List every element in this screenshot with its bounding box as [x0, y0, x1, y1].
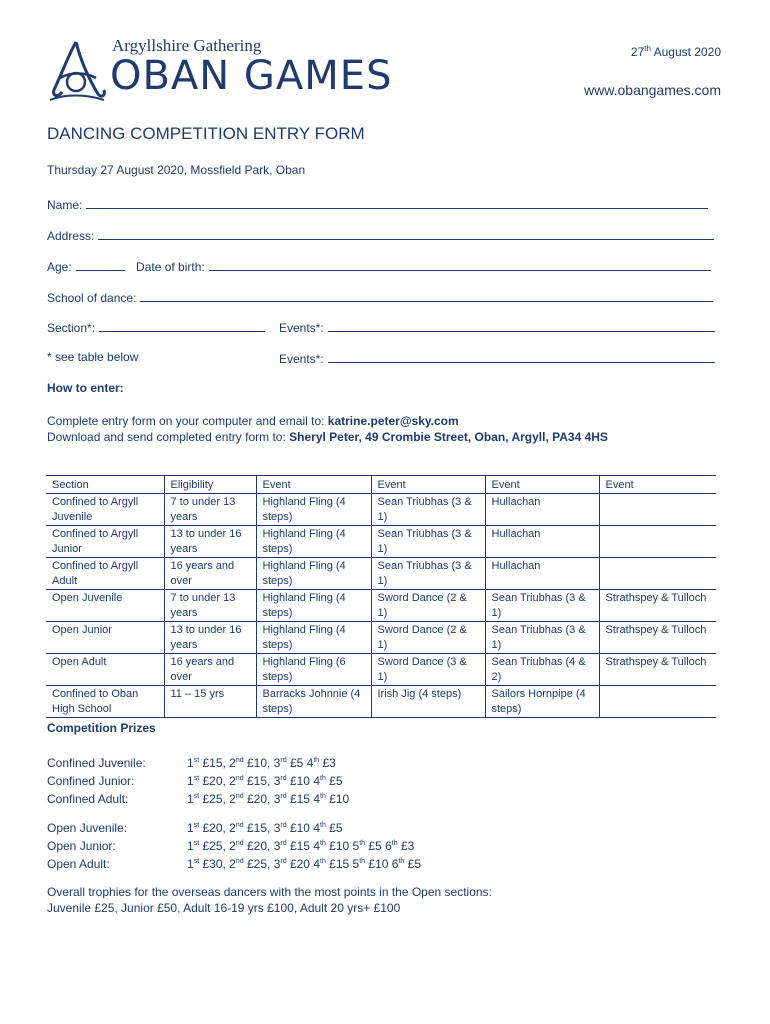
prize-amount: £10: [325, 839, 353, 853]
prize-line: [47, 854, 421, 872]
prize-label: Confined Juvenile:: [47, 756, 146, 770]
table-cell: Confined to Oban High School: [46, 686, 164, 718]
table-header: Event: [599, 476, 716, 494]
table-cell: 16 years and over: [164, 558, 256, 590]
section-events-row: [47, 319, 265, 335]
prize-label: Confined Junior:: [47, 774, 135, 788]
age-field[interactable]: [76, 258, 125, 271]
post-instruction: Download and send completed entry form to:: [47, 430, 290, 444]
prize-amount: £10,: [243, 756, 274, 770]
how-to-enter-post-line: [47, 430, 608, 444]
prize-place: 2: [229, 774, 236, 788]
see-table-note: * see table below: [47, 350, 139, 364]
table-cell: Strathspey & Tulloch: [599, 590, 716, 622]
prize-label: Open Juvenile:: [47, 821, 128, 835]
prize-place-suffix: th: [359, 840, 366, 847]
age-dob-row: [47, 258, 711, 274]
events-label: Events*:: [279, 321, 324, 335]
table-cell: Highland Fling (4 steps): [256, 526, 371, 558]
prize-amount: £20,: [199, 821, 230, 835]
prize-label: Confined Adult:: [47, 792, 129, 806]
table-cell: Sean Triubhas (3 & 1): [485, 622, 599, 654]
prize-label: Open Junior:: [47, 839, 116, 853]
prize-place-suffix: rd: [280, 858, 287, 865]
table-cell: Highland Fling (4 steps): [256, 494, 371, 526]
table-cell: 11 – 15 yrs: [164, 686, 256, 718]
prize-place-suffix: nd: [235, 822, 244, 829]
table-cell: Sword Dance (2 & 1): [371, 590, 485, 622]
table-cell: Sailors Hornpipe (4 steps): [485, 686, 599, 718]
name-field[interactable]: [86, 196, 708, 209]
prize-place-suffix: th: [320, 840, 326, 847]
prize-place: 3: [273, 857, 281, 871]
form-title: DANCING COMPETITION ENTRY FORM: [47, 124, 365, 143]
table-cell: Hullachan: [485, 526, 599, 558]
prize-place: 3: [273, 839, 281, 853]
table-row: [46, 558, 716, 590]
table-cell: 13 to under 16 years: [164, 526, 256, 558]
table-cell: 7 to under 13 years: [164, 494, 256, 526]
prize-amount: £5: [325, 774, 343, 788]
address-label: Address:: [47, 229, 95, 243]
email-instruction: Complete entry form on your computer and email to:: [47, 414, 328, 428]
prize-place-suffix: rd: [280, 793, 287, 800]
prize-amount: £15,: [199, 756, 230, 770]
prize-amount: £20: [286, 857, 314, 871]
prize-amount: £15: [325, 857, 353, 871]
prize-place: 3: [273, 774, 281, 788]
table-header: Event: [485, 476, 599, 494]
prize-place: 4: [313, 774, 320, 788]
prize-place: 5: [352, 839, 360, 853]
prize-place: 1: [187, 857, 194, 871]
prize-amount: £10: [365, 857, 392, 871]
prize-place: 2: [229, 821, 236, 835]
prize-amount: £15,: [243, 774, 274, 788]
age-label: Age:: [47, 260, 72, 274]
table-cell: [599, 494, 716, 526]
prize-place: 1: [187, 792, 194, 806]
prize-place: 6: [385, 839, 392, 853]
table-row: [46, 654, 716, 686]
table-cell: Hullachan: [485, 558, 599, 590]
event-details: Thursday 27 August 2020, Mossfield Park, Oban: [47, 163, 306, 177]
table-cell: Confined to Argyll Junior: [46, 526, 164, 558]
prize-amount: £10: [286, 774, 314, 788]
prizes-heading: Competition Prizes: [47, 721, 156, 735]
postal-address: Sheryl Peter, 49 Crombie Street, Oban, Argyll, PA34 4HS: [289, 430, 608, 444]
prize-amount: £10: [286, 821, 314, 835]
table-cell: Highland Fling (4 steps): [256, 558, 371, 590]
prize-place-suffix: rd: [280, 775, 287, 782]
prize-amount: £15: [286, 792, 314, 806]
table-cell: Open Junior: [46, 622, 164, 654]
prize-place: 2: [229, 839, 236, 853]
table-cell: Highland Fling (6 steps): [256, 654, 371, 686]
prize-place: 5: [352, 857, 360, 871]
prize-line: [47, 818, 421, 836]
prize-place-suffix: nd: [235, 775, 244, 782]
prize-line: [47, 771, 349, 789]
prize-amount: £5: [286, 756, 307, 770]
prize-amount: £5: [365, 839, 386, 853]
events-field-row-2: [279, 350, 715, 366]
prize-place-suffix: th: [320, 858, 326, 865]
prize-place: 4: [306, 756, 314, 770]
dob-field[interactable]: [209, 258, 711, 271]
table-cell: Strathspey & Tulloch: [599, 622, 716, 654]
table-cell: 16 years and over: [164, 654, 256, 686]
prize-place: 4: [313, 792, 320, 806]
table-cell: [599, 526, 716, 558]
prize-amount: £10: [325, 792, 350, 806]
events-field-row-1: [279, 319, 715, 335]
prize-amount: £3: [397, 839, 415, 853]
events-field-1[interactable]: [328, 319, 715, 332]
events-label-2: Events*:: [279, 352, 324, 366]
table-cell: Open Adult: [46, 654, 164, 686]
trophies-line-2: Juvenile £25, Junior £50, Adult 16-19 yrs £100, Adult 20 yrs+ £100: [47, 901, 401, 915]
how-to-enter-email-line: [47, 414, 459, 428]
prize-place: 4: [313, 821, 320, 835]
prize-amount: £25,: [199, 792, 230, 806]
how-to-enter-heading: How to enter:: [47, 381, 124, 395]
table-row: [46, 526, 716, 558]
prize-place-suffix: nd: [235, 757, 244, 764]
prize-place: 4: [313, 857, 320, 871]
table-cell: Hullachan: [485, 494, 599, 526]
prize-amount: £5: [404, 857, 421, 871]
prize-place-suffix: st: [193, 757, 200, 764]
prize-place: 1: [187, 821, 194, 835]
table-cell: Irish Jig (4 steps): [371, 686, 485, 718]
prize-place-suffix: th: [313, 757, 320, 764]
name-label: Name:: [47, 198, 83, 212]
prize-place-suffix: rd: [280, 822, 287, 829]
prize-place-suffix: th: [391, 840, 398, 847]
school-field-row: [47, 289, 713, 305]
prize-line: [47, 753, 349, 771]
table-cell: Sword Dance (3 & 1): [371, 654, 485, 686]
table-cell: Confined to Argyll Juvenile: [46, 494, 164, 526]
prize-amount: £5: [325, 821, 343, 835]
prize-place: 2: [229, 792, 236, 806]
prize-line: [47, 789, 349, 807]
table-cell: [599, 686, 716, 718]
prize-place: 3: [273, 756, 281, 770]
table-row: [46, 622, 716, 654]
open-prizes-list: [47, 818, 421, 872]
table-cell: Confined to Argyll Adult: [46, 558, 164, 590]
prize-place: 3: [273, 792, 281, 806]
prize-place: 1: [187, 756, 194, 770]
table-cell: Strathspey & Tulloch: [599, 654, 716, 686]
confined-prizes-list: [47, 753, 349, 807]
table-cell: 7 to under 13 years: [164, 590, 256, 622]
website-link[interactable]: www.obangames.com: [584, 82, 721, 98]
prize-amount: £20,: [243, 792, 274, 806]
prize-place: 4: [313, 839, 320, 853]
name-field-row: [47, 196, 708, 212]
entry-email-link[interactable]: katrine.peter@sky.com: [327, 414, 459, 428]
document-date: 27th August 2020: [630, 44, 721, 59]
prize-place-suffix: st: [193, 840, 200, 847]
prize-place-suffix: nd: [235, 840, 244, 847]
prize-amount: £15,: [243, 821, 274, 835]
prize-amount: £20,: [243, 839, 274, 853]
dob-label: Date of birth:: [136, 260, 205, 274]
prize-place-suffix: th: [320, 822, 326, 829]
section-label: Section*:: [47, 321, 96, 335]
logo-title: OBAN GAMES: [110, 53, 393, 99]
events-table: [46, 475, 716, 718]
table-header: Section: [46, 476, 164, 494]
table-cell: [599, 558, 716, 590]
oban-games-logo-icon: [46, 38, 108, 104]
table-cell: Barracks Johnnie (4 steps): [256, 686, 371, 718]
table-header: Event: [371, 476, 485, 494]
table-cell: Open Juvenile: [46, 590, 164, 622]
table-header: Eligibility: [164, 476, 256, 494]
trophies-line-1: Overall trophies for the overseas dancers with the most points in the Open sections:: [47, 885, 492, 899]
table-cell: Sean Triubhas (3 & 1): [485, 590, 599, 622]
prize-place-suffix: th: [398, 858, 405, 865]
section-field[interactable]: [99, 319, 265, 332]
prize-amount: £30,: [199, 857, 230, 871]
table-cell: Sean Triubhas (3 & 1): [371, 526, 485, 558]
prize-place-suffix: th: [320, 775, 326, 782]
table-row: [46, 590, 716, 622]
prize-place: 2: [229, 857, 236, 871]
prize-place: 2: [229, 756, 236, 770]
prize-label: Open Adult:: [47, 857, 110, 871]
prize-place: 6: [391, 857, 399, 871]
address-field[interactable]: [98, 227, 714, 240]
prize-amount: £15: [286, 839, 314, 853]
prize-amount: £25,: [199, 839, 230, 853]
table-header-row: [46, 476, 716, 494]
school-label: School of dance:: [47, 291, 137, 305]
logo-subtitle: Argyllshire Gathering: [112, 36, 262, 55]
prize-line: [47, 836, 421, 854]
prize-place-suffix: th: [320, 793, 326, 800]
prize-place-suffix: st: [193, 775, 200, 782]
table-row: [46, 686, 716, 718]
prize-place-suffix: st: [193, 858, 200, 865]
address-field-row: [47, 227, 714, 243]
events-field-2[interactable]: [328, 350, 715, 363]
table-cell: Sean Triubhas (4 & 2): [485, 654, 599, 686]
prize-place-suffix: th: [359, 858, 366, 865]
table-cell: Sean Triubhas (3 & 1): [371, 494, 485, 526]
table-cell: Highland Fling (4 steps): [256, 590, 371, 622]
prize-amount: £25,: [243, 857, 274, 871]
table-cell: 13 to under 16 years: [164, 622, 256, 654]
prize-place-suffix: nd: [235, 858, 244, 865]
prize-place: 1: [187, 839, 194, 853]
prize-place-suffix: st: [193, 822, 200, 829]
prize-place-suffix: rd: [280, 840, 287, 847]
prize-amount: £3: [319, 756, 336, 770]
prize-place-suffix: nd: [235, 793, 244, 800]
table-cell: Highland Fling (4 steps): [256, 622, 371, 654]
prize-place-suffix: rd: [280, 757, 287, 764]
school-field[interactable]: [140, 289, 713, 302]
prize-place: 1: [187, 774, 194, 788]
table-header: Event: [256, 476, 371, 494]
prize-place: 3: [273, 821, 281, 835]
prize-place-suffix: st: [193, 793, 200, 800]
table-cell: Sean Triubhas (3 & 1): [371, 558, 485, 590]
table-cell: Sword Dance (2 & 1): [371, 622, 485, 654]
table-row: [46, 494, 716, 526]
prize-amount: £20,: [199, 774, 230, 788]
